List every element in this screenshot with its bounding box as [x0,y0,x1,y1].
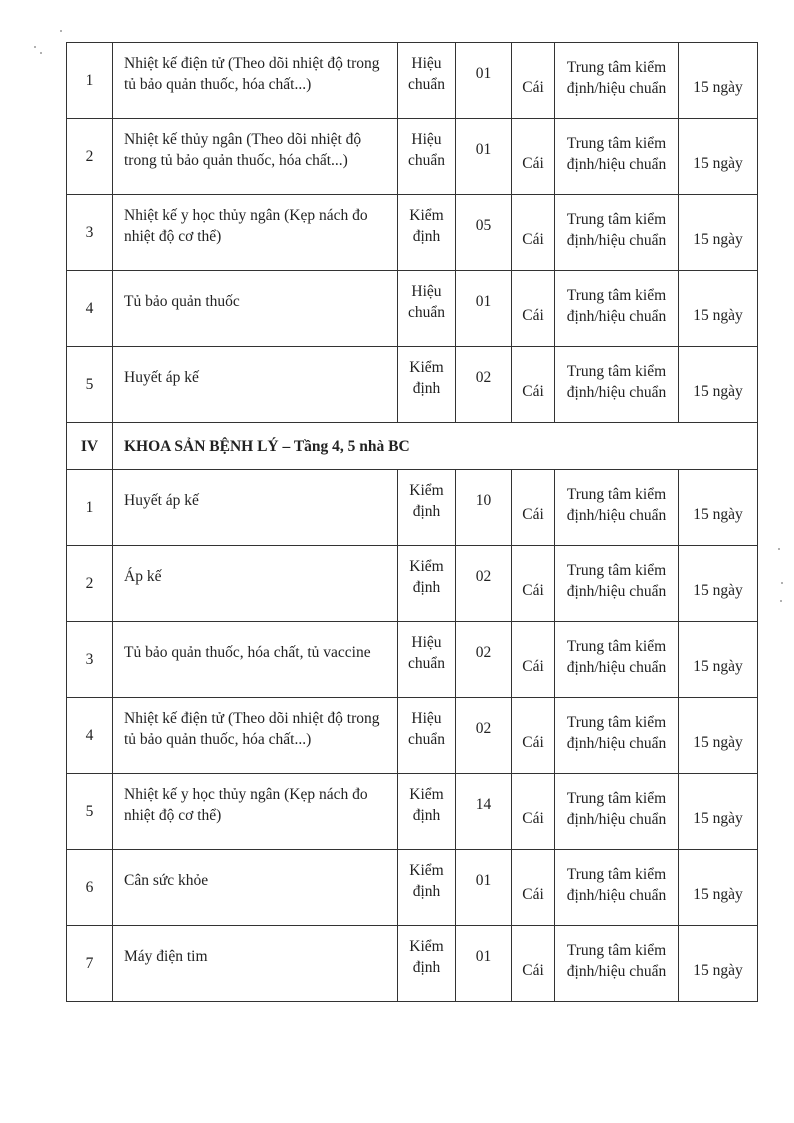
table-row [67,622,758,698]
unit: Cái [522,307,544,324]
device-name: Nhiệt kế thủy ngân (Theo dõi nhiệt độ trong tủ bảo quản thuốc, hóa chất...) [124,130,362,169]
service-type: Kiểm định [409,785,444,824]
unit: Cái [522,79,544,96]
table-row [67,43,758,119]
row-number: 1 [67,470,113,546]
duration: 15 ngày [693,810,743,827]
row-number: 4 [67,271,113,347]
duration: 15 ngày [693,231,743,248]
quantity: 01 [475,948,492,965]
row-number: 1 [67,43,113,119]
unit: Cái [522,582,544,599]
service-type: Kiểm định [409,481,444,520]
row-number: 2 [67,119,113,195]
duration: 15 ngày [693,155,743,172]
row-number: 6 [67,850,113,926]
device-name: Huyết áp kế [124,369,199,386]
service-provider: Trung tâm kiểm định/hiệu chuẩn [566,789,667,828]
table-row [67,850,758,926]
quantity: 01 [475,141,492,158]
quantity: 01 [475,872,492,889]
row-number: 5 [67,347,113,423]
unit: Cái [522,886,544,903]
service-type: Kiểm định [409,861,444,900]
service-provider: Trung tâm kiểm định/hiệu chuẩn [566,362,667,401]
duration: 15 ngày [693,506,743,523]
scan-speck [40,52,42,54]
quantity: 02 [475,720,492,737]
equipment-table [66,42,758,1002]
table-row [67,546,758,622]
device-name: Cân sức khỏe [124,872,209,889]
unit: Cái [522,734,544,751]
device-name: Nhiệt kế y học thủy ngân (Kẹp nách đo nhiệt độ cơ thể) [124,785,368,824]
table-row [67,119,758,195]
scan-speck [34,46,36,48]
table-row [67,195,758,271]
quantity: 01 [475,293,492,310]
device-name: Tủ bảo quản thuốc [124,293,240,310]
device-name: Máy điện tim [124,948,208,965]
equipment-calibration-table-page [66,42,757,1002]
duration: 15 ngày [693,962,743,979]
table-row [67,271,758,347]
device-name: Huyết áp kế [124,492,199,509]
unit: Cái [522,155,544,172]
unit: Cái [522,658,544,675]
unit: Cái [522,383,544,400]
service-type: Hiệu chuẩn [407,633,445,672]
device-name: Nhiệt kế y học thủy ngân (Kẹp nách đo nhiệt độ cơ thể) [124,206,368,245]
table-row [67,774,758,850]
table-row [67,926,758,1002]
service-provider: Trung tâm kiểm định/hiệu chuẩn [566,134,667,173]
quantity: 05 [475,217,492,234]
scan-speck [780,600,782,602]
duration: 15 ngày [693,79,743,96]
row-number: 5 [67,774,113,850]
service-provider: Trung tâm kiểm định/hiệu chuẩn [566,637,667,676]
service-provider: Trung tâm kiểm định/hiệu chuẩn [566,286,667,325]
duration: 15 ngày [693,886,743,903]
section-title: KHOA SẢN BỆNH LÝ – Tầng 4, 5 nhà BC [113,423,758,470]
quantity: 02 [475,369,492,386]
scan-speck [60,30,62,32]
section-header-row [67,423,758,470]
duration: 15 ngày [693,734,743,751]
service-provider: Trung tâm kiểm định/hiệu chuẩn [566,58,667,97]
service-provider: Trung tâm kiểm định/hiệu chuẩn [566,561,667,600]
duration: 15 ngày [693,658,743,675]
unit: Cái [522,506,544,523]
service-provider: Trung tâm kiểm định/hiệu chuẩn [566,941,667,980]
row-number: 4 [67,698,113,774]
device-name: Nhiệt kế điện tử (Theo dõi nhiệt độ trong tủ bảo quản thuốc, hóa chất...) [124,709,380,748]
row-number: 7 [67,926,113,1002]
service-provider: Trung tâm kiểm định/hiệu chuẩn [566,210,667,249]
quantity: 01 [475,65,492,82]
unit: Cái [522,810,544,827]
row-number: 2 [67,546,113,622]
service-type: Hiệu chuẩn [407,54,445,93]
scan-speck [778,548,780,550]
service-type: Hiệu chuẩn [407,130,445,169]
service-provider: Trung tâm kiểm định/hiệu chuẩn [566,713,667,752]
service-provider: Trung tâm kiểm định/hiệu chuẩn [566,485,667,524]
service-type: Kiểm định [409,206,444,245]
quantity: 02 [475,644,492,661]
service-type: Hiệu chuẩn [407,709,445,748]
row-number: 3 [67,195,113,271]
duration: 15 ngày [693,383,743,400]
device-name: Nhiệt kế điện tử (Theo dõi nhiệt độ trong tủ bảo quản thuốc, hóa chất...) [124,54,380,93]
table-row [67,698,758,774]
scan-speck [781,582,783,584]
quantity: 14 [475,796,492,813]
quantity: 10 [475,492,492,509]
service-type: Kiểm định [409,358,444,397]
service-type: Kiểm định [409,557,444,596]
row-number: 3 [67,622,113,698]
unit: Cái [522,231,544,248]
duration: 15 ngày [693,582,743,599]
service-type: Kiểm định [409,937,444,976]
device-name: Áp kế [124,568,162,585]
section-roman-numeral: IV [67,423,113,470]
quantity: 02 [475,568,492,585]
table-row [67,347,758,423]
service-provider: Trung tâm kiểm định/hiệu chuẩn [566,865,667,904]
device-name: Tủ bảo quản thuốc, hóa chất, tủ vaccine [124,644,371,661]
unit: Cái [522,962,544,979]
service-type: Hiệu chuẩn [407,282,445,321]
duration: 15 ngày [693,307,743,324]
table-row [67,470,758,546]
